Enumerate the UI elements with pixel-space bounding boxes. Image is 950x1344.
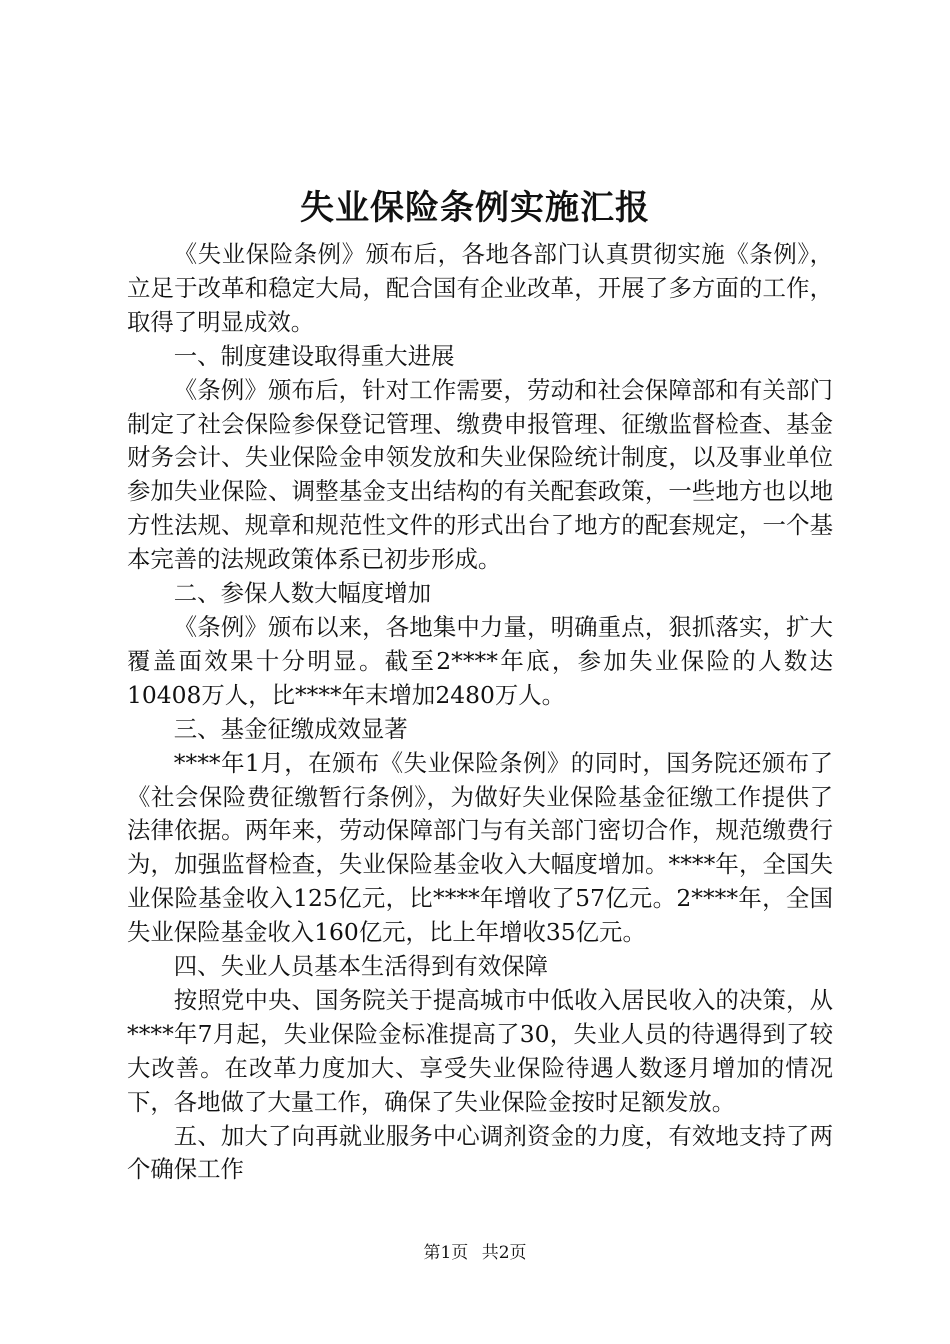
section-heading-3: 三、基金征缴成效显著: [173, 714, 408, 743]
page-footer: [0, 1241, 950, 1265]
paragraph-section-2: 《条例》颁布以来，各地集中力量，明确重点，狠抓落实，扩大覆盖面效果十分明显。截至2****年底，参加失业保险的人数达10408万人，比****年末增加2480万人。: [127, 612, 833, 709]
section-heading-5: 五、加大了向再就业服务中心调剂资金的力度，有效地支持了两个确保工作: [127, 1121, 833, 1184]
paragraph-intro: 《失业保险条例》颁布后，各地各部门认真贯彻实施《条例》，立足于改革和稳定大局，配合国有企业改革，开展了多方面的工作，取得了明显成效。: [127, 240, 833, 336]
section-heading-1: 一、制度建设取得重大进展: [173, 341, 455, 370]
page-number: 第1页: [423, 1243, 469, 1263]
section-heading-2: 二、参保人数大幅度增加: [173, 579, 432, 608]
section-heading-4: 四、失业人员基本生活得到有效保障: [173, 952, 549, 981]
page-total: 共2页: [481, 1243, 527, 1263]
paragraph-section-3: ****年1月，在颁布《失业保险条例》的同时，国务院还颁布了《社会保险费征缴暂行条例》，为做好失业保险基金征缴工作提供了法律依据。两年来，劳动保障部门与有关部门密切合作，规范缴费行为，加强监督检查，失业保险基金收入大幅度增加。****年，全国失业保险基金收入125亿元，比****年增收了57亿元。2****年，全国失业保险基金收入160亿元，比上年增收35亿元。: [127, 748, 833, 947]
paragraph-section-1: 《条例》颁布后，针对工作需要，劳动和社会保障部和有关部门制定了社会保险参保登记管理、缴费申报管理、征缴监督检查、基金财务会计、失业保险金申领发放和失业保险统计制度，以及事业单位参加失业保险、调整基金支出结构的有关配套政策，一些地方也以地方性法规、规章和规范性文件的形式出台了地方的配套规定，一个基本完善的法规政策体系已初步形成。: [127, 375, 833, 574]
document-title: 失业保险条例实施汇报: [300, 188, 650, 228]
document-body: [127, 238, 833, 1187]
paragraph-section-4: 按照党中央、国务院关于提高城市中低收入居民收入的决策，从****年7月起，失业保险金标准提高了30，失业人员的待遇得到了较大改善。在改革力度加大、享受失业保险待遇人数逐月增加的情况下，各地做了大量工作，确保了失业保险金按时足额发放。: [127, 985, 833, 1116]
